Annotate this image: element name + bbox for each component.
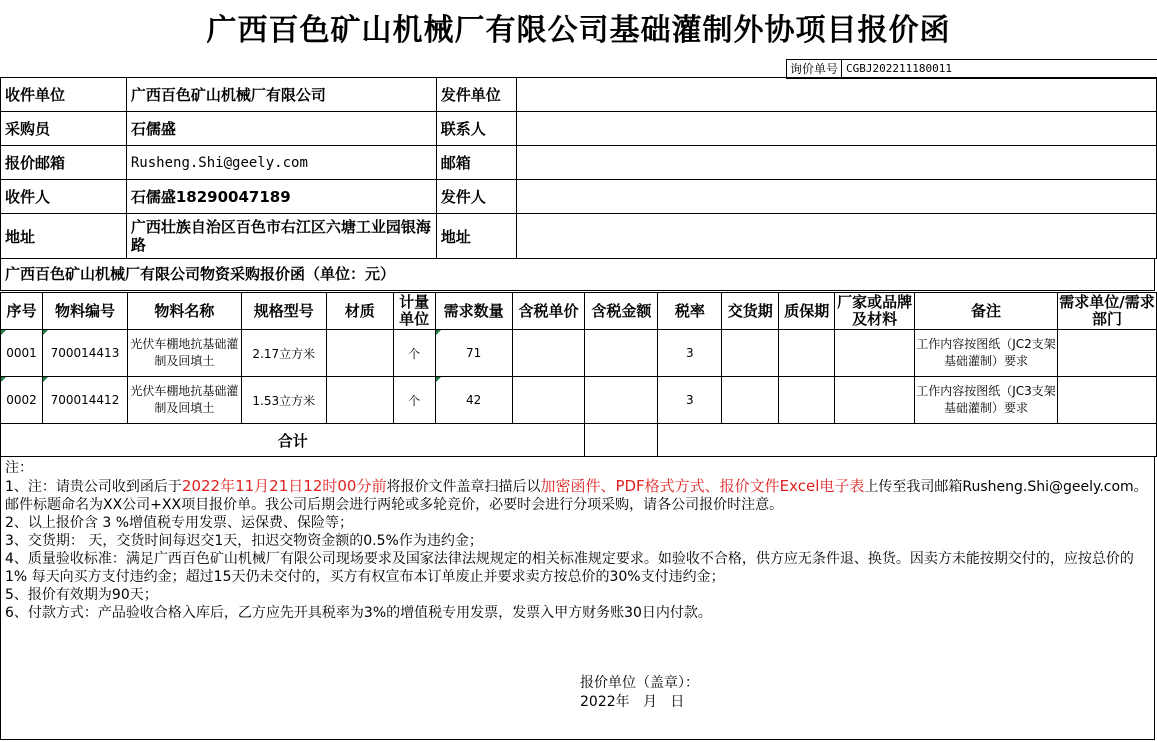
header-remark: 备注 <box>915 293 1058 330</box>
cell-unit-price[interactable] <box>512 330 585 377</box>
deadline-text: 2022年11月21日12时00分前 <box>181 477 387 495</box>
subtitle: 广西百色矿山机械厂有限公司物资采购报价函（单位：元） <box>0 258 1155 291</box>
address-value[interactable]: 广西壮族自治区百色市右江区六塘工业园银海路 <box>126 214 436 259</box>
header-warranty: 质保期 <box>779 293 835 330</box>
items-table <box>0 292 1157 457</box>
header-brand: 厂家或品牌及材料 <box>835 293 915 330</box>
send-unit-value[interactable] <box>516 78 1156 112</box>
header-qty: 需求数量 <box>435 293 512 330</box>
mail-label: 邮箱 <box>436 146 516 180</box>
send-unit-label: 发件单位 <box>436 78 516 112</box>
signature-block <box>580 674 699 712</box>
mail-value[interactable] <box>516 146 1156 180</box>
format-text: 加密函件、PDF格式方式、报价文件Excel电子表 <box>540 477 865 495</box>
cell-amount[interactable] <box>585 330 658 377</box>
note-1-text-b: 将报价文件盖章扫描后以 <box>386 479 541 495</box>
buyer-label: 采购员 <box>1 112 127 146</box>
table-header-row <box>1 293 1157 330</box>
receiver-value[interactable]: 石儒盛18290047189 <box>126 180 436 214</box>
sender-label: 发件人 <box>436 180 516 214</box>
note-4: 4、质量验收标准：满足广西百色矿山机械厂有限公司现场要求及国家法律法规规定的相关标准规定要求。如验收不合格，供方应无条件退、换货。因卖方未能按期交付的，应按总价的1% 每天向买方支付违约金；超过15天仍未交付的，买方有权宣布本订单废止并要求卖方按总价的30%支付违约金； <box>5 551 1134 585</box>
header-dept: 需求单位/需求部门 <box>1059 293 1155 328</box>
contact-label: 联系人 <box>436 112 516 146</box>
table-row <box>1 377 1157 424</box>
header-amount: 含税金额 <box>585 293 658 330</box>
total-rest <box>658 424 1157 457</box>
header-no: 序号 <box>1 293 43 330</box>
cell-code[interactable]: 700014412 <box>42 377 127 424</box>
cell-remark[interactable]: 工作内容按图纸（JC3支架基础灌制）要求 <box>915 377 1058 424</box>
inquiry-number <box>786 59 1157 79</box>
cell-warranty[interactable] <box>779 377 835 424</box>
cell-tax[interactable]: 3 <box>658 330 722 377</box>
inquiry-label: 询价单号 <box>787 60 842 78</box>
notes-head: 注： <box>5 460 33 476</box>
header-name: 物料名称 <box>127 293 241 330</box>
cell-delivery[interactable] <box>722 330 779 377</box>
page-title: 广西百色矿山机械厂有限公司基础灌制外协项目报价函 <box>206 13 951 48</box>
cell-material[interactable] <box>326 330 393 377</box>
contact-value[interactable] <box>516 112 1156 146</box>
cell-dept[interactable] <box>1057 330 1156 377</box>
notes-section <box>0 456 1155 740</box>
cell-amount[interactable] <box>585 377 658 424</box>
email-label: 报价邮箱 <box>1 146 127 180</box>
note-5: 5、报价有效期为90天； <box>5 587 158 603</box>
header-code: 物料编号 <box>42 293 127 330</box>
cell-material[interactable] <box>326 377 393 424</box>
cell-warranty[interactable] <box>779 330 835 377</box>
info-table <box>0 77 1157 259</box>
cell-brand[interactable] <box>835 330 915 377</box>
note-3: 3、交货期： 天，交货时间每迟交1天，扣迟交物资金额的0.5%作为违约金； <box>5 533 483 549</box>
header-tax: 税率 <box>658 293 722 330</box>
recv-unit-label: 收件单位 <box>1 78 127 112</box>
total-row <box>1 424 1157 457</box>
cell-unit-price[interactable] <box>512 377 585 424</box>
header-delivery: 交货期 <box>722 293 779 330</box>
cell-spec[interactable]: 1.53立方米 <box>241 377 326 424</box>
cell-qty[interactable]: 42 <box>435 377 512 424</box>
note-1 <box>5 477 1150 514</box>
address2-value[interactable] <box>516 214 1156 259</box>
header-spec: 规格型号 <box>241 293 326 330</box>
address2-label: 地址 <box>436 214 516 259</box>
cell-name[interactable]: 光伏车棚地抗基础灌制及回填土 <box>127 330 241 377</box>
header-material: 材质 <box>326 293 393 330</box>
inquiry-value: CGBJ202211180011 <box>846 62 952 75</box>
total-amount[interactable] <box>585 424 658 457</box>
sender-value[interactable] <box>516 180 1156 214</box>
cell-code[interactable]: 700014413 <box>42 330 127 377</box>
buyer-value[interactable]: 石儒盛 <box>126 112 436 146</box>
address-label: 地址 <box>1 214 127 259</box>
note-2: 2、以上报价含 3 %增值税专用发票、运保费、保险等； <box>5 515 354 531</box>
cell-unit[interactable]: 个 <box>393 330 435 377</box>
cell-no[interactable]: 0001 <box>1 330 43 377</box>
cell-spec[interactable]: 2.17立方米 <box>241 330 326 377</box>
cell-unit[interactable]: 个 <box>393 377 435 424</box>
cell-brand[interactable] <box>835 377 915 424</box>
cell-dept[interactable] <box>1057 377 1156 424</box>
cell-tax[interactable]: 3 <box>658 377 722 424</box>
cell-remark[interactable]: 工作内容按图纸（JC2支架基础灌制）要求 <box>915 330 1058 377</box>
table-row <box>1 330 1157 377</box>
cell-name[interactable]: 光伏车棚地抗基础灌制及回填土 <box>127 377 241 424</box>
date-label: 2022年 月 日 <box>580 694 685 710</box>
receiver-label: 收件人 <box>1 180 127 214</box>
note-6: 6、付款方式：产品验收合格入库后，乙方应先开具税率为3%的增值税专用发票，发票入甲方财务账30日内付款。 <box>5 605 712 621</box>
cell-delivery[interactable] <box>722 377 779 424</box>
note-1-text: 1、注：请贵公司收到函后于 <box>5 479 182 495</box>
cell-qty[interactable]: 71 <box>435 330 512 377</box>
email-value[interactable]: Rusheng.Shi@geely.com <box>126 146 436 180</box>
header-unit-price: 含税单价 <box>512 293 585 330</box>
recv-unit-value[interactable]: 广西百色矿山机械厂有限公司 <box>126 78 436 112</box>
cell-no[interactable]: 0002 <box>1 377 43 424</box>
note-1-text-c: 上传至我司邮箱Rusheng.Shi@geely.com。邮件标题命名为XX公司+XX项目报价单。我公司后期会进行两轮或多轮竞价，必要时会进行分项采购，请各公司报价时注意。 <box>5 479 1148 513</box>
header-unit: 计量单位 <box>393 293 435 330</box>
seal-label: 报价单位（盖章）： <box>580 675 699 691</box>
total-label: 合计 <box>1 424 585 457</box>
